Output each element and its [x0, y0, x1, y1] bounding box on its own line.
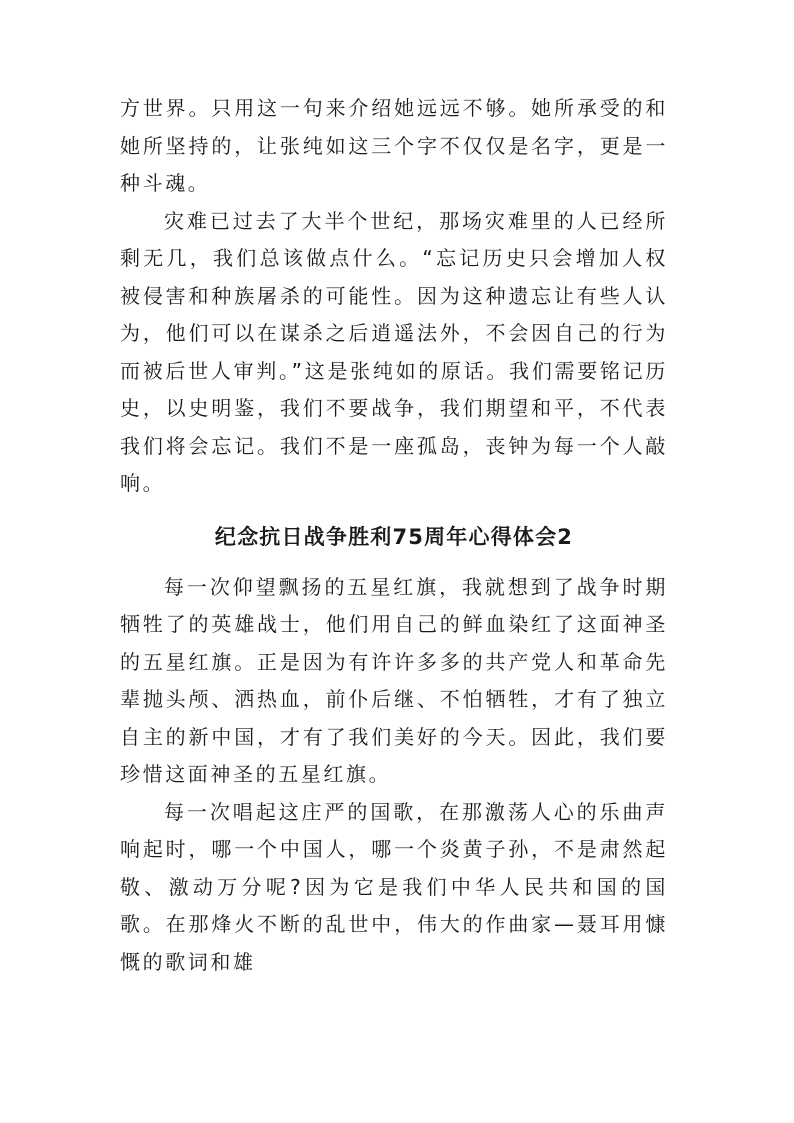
document-body — [120, 90, 668, 981]
paragraph-anthem: 每一次唱起这庄严的国歌，在那激荡人心的乐曲声响起时，哪一个中国人，哪一个炎黄子孙，不是肃然起敬、激动万分呢?因为它是我们中华人民共和国的国歌。在那烽火不断的乱世中，伟大的作曲家—聂耳用慷慨的歌词和雄 — [120, 799, 668, 974]
paragraph-continuation: 方世界。只用这一句来介绍她远远不够。她所承受的和她所坚持的，让张纯如这三个字不仅仅是名字，更是一种斗魂。 — [120, 96, 668, 195]
paragraph-flag: 每一次仰望飘扬的五星红旗，我就想到了战争时期牺牲了的英雄战士，他们用自己的鲜血染红了这面神圣的五星红旗。正是因为有许许多多的共产党人和革命先辈抛头颅、洒热血，前仆后继、不怕牺牲，才有了独立自主的新中国，才有了我们美好的今天。因此，我们要珍惜这面神圣的五星红旗。 — [120, 574, 668, 786]
paragraph-disaster-history: 灾难已过去了大半个世纪，那场灾难里的人已经所剩无几，我们总该做点什么。“忘记历史只会增加人权被侵害和种族屠杀的可能性。因为这种遗忘让有些人认为，他们可以在谋杀之后逍遥法外，不会因自己的行为而被后世人审判。”这是张纯如的原话。我们需要铭记历史，以史明鉴，我们不要战争，我们期望和平，不代表我们将会忘记。我们不是一座孤岛，丧钟为每一个人敲响。 — [120, 208, 668, 495]
section-heading: 纪念抗日战争胜利75周年心得体会2 — [214, 524, 574, 549]
